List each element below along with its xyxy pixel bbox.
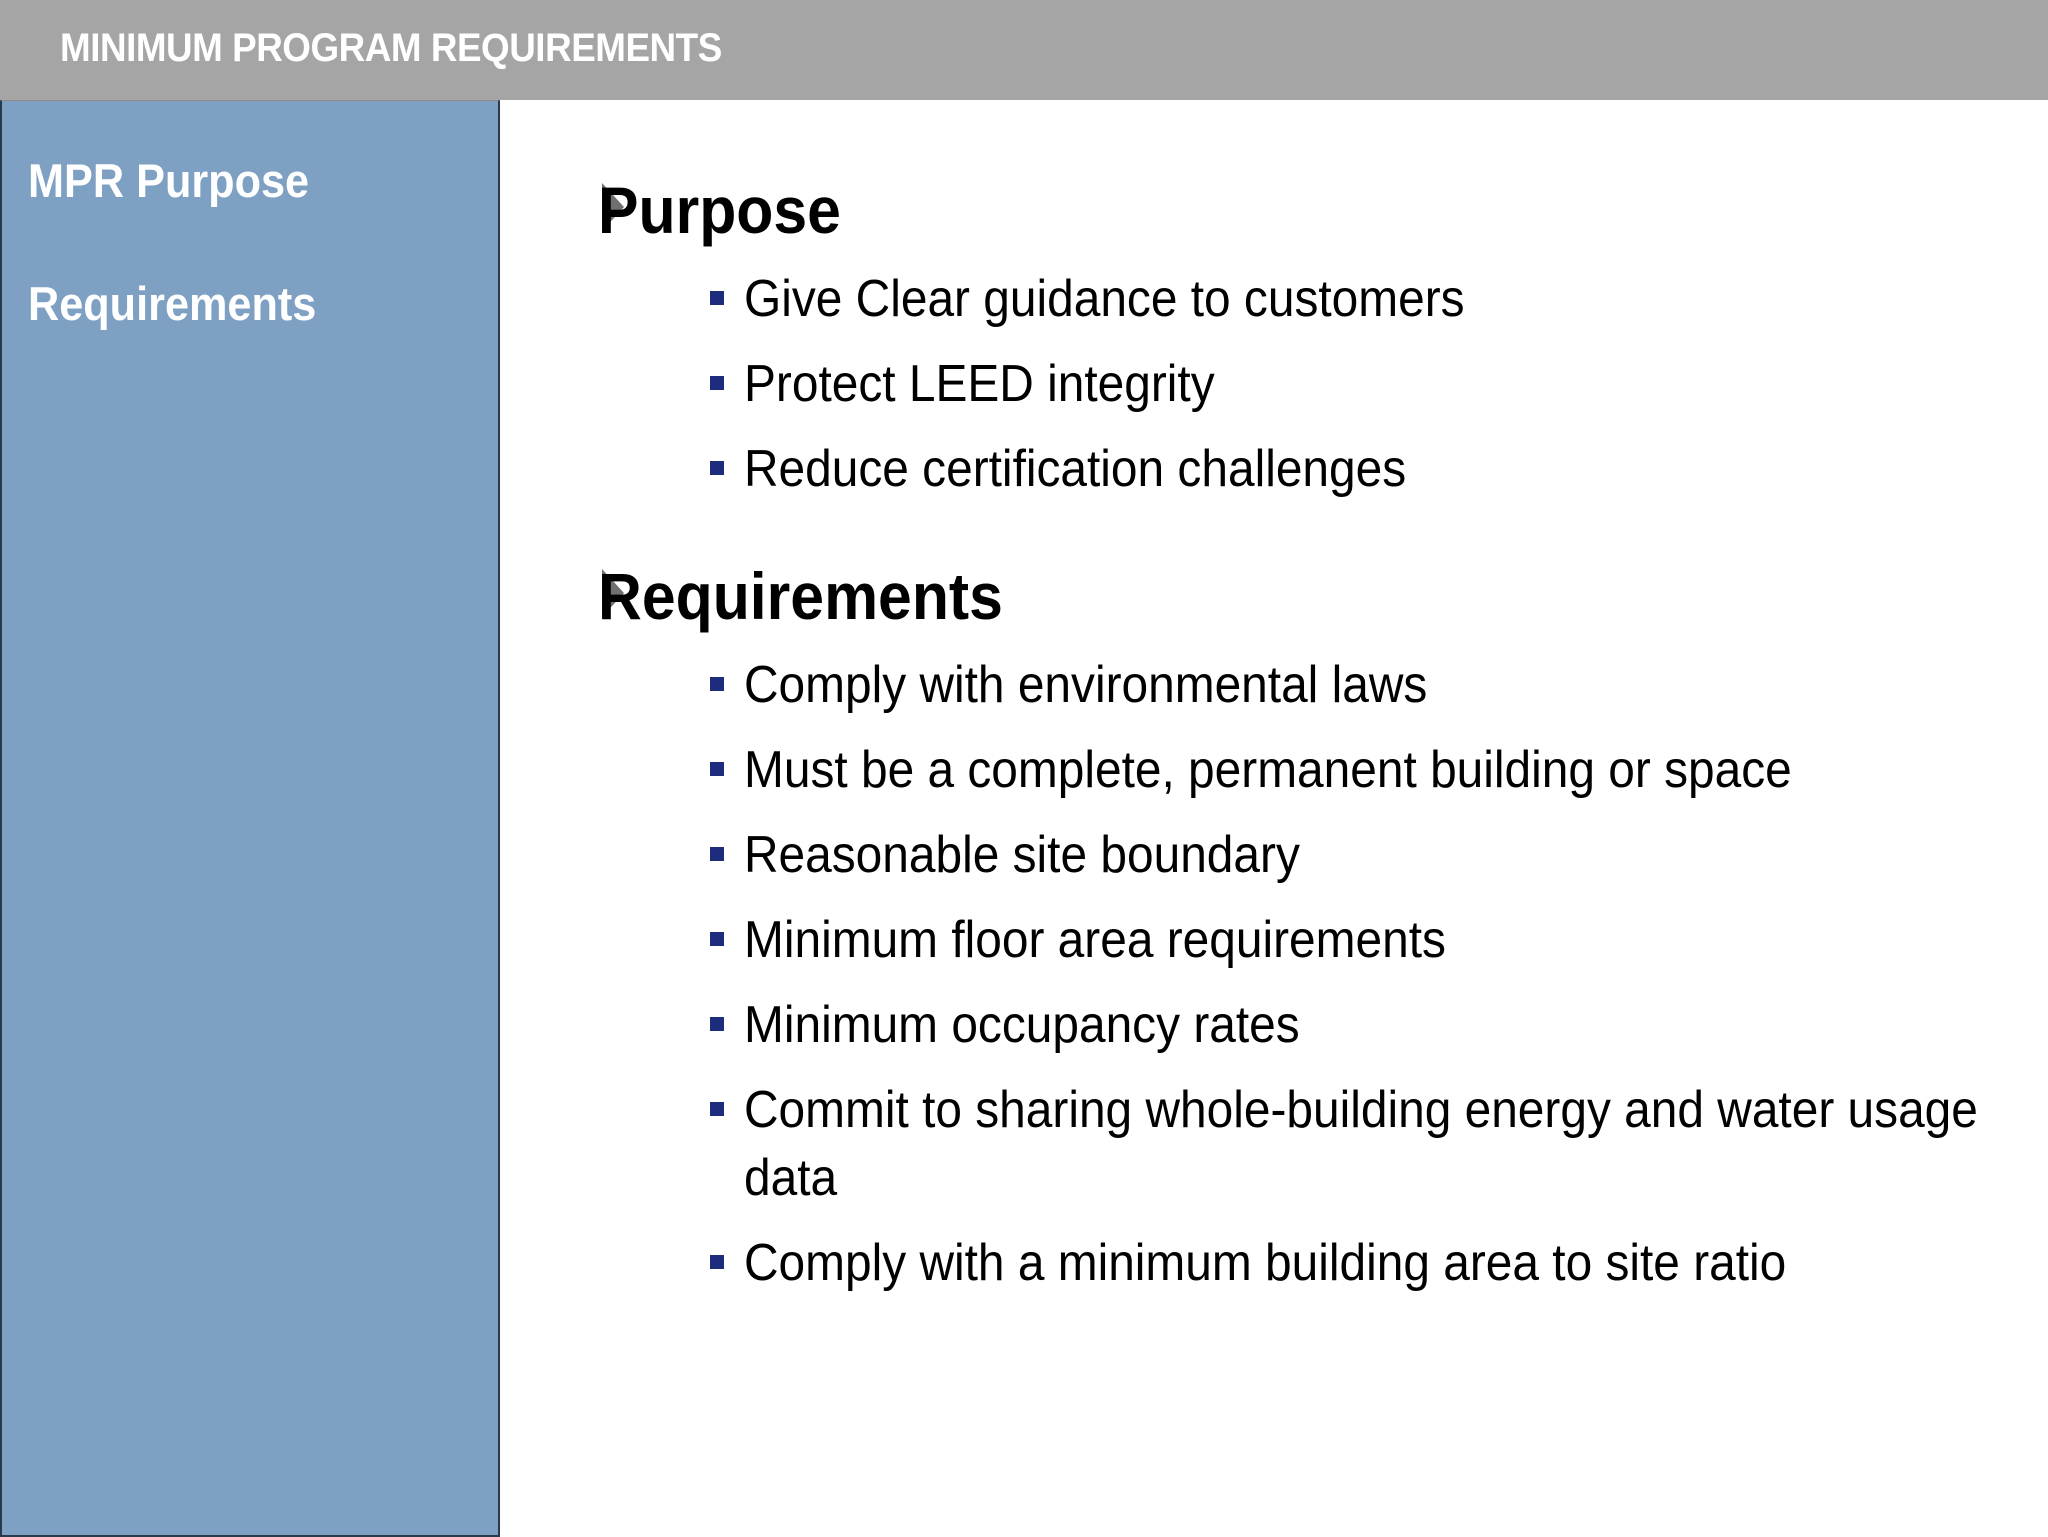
square-bullet-icon [710, 1102, 724, 1116]
list-item: Reasonable site boundary [744, 826, 1300, 884]
square-bullet-icon [710, 461, 724, 475]
square-bullet-icon [710, 847, 724, 861]
square-bullet-icon [710, 1255, 724, 1269]
square-bullet-icon [710, 762, 724, 776]
square-bullet-icon [710, 291, 724, 305]
sidebar-nav [0, 100, 500, 1537]
list-item: Must be a complete, permanent building or space [744, 741, 1792, 799]
section-heading-requirements: Requirements [598, 559, 1003, 633]
title-bar [0, 0, 2048, 100]
square-bullet-icon [710, 376, 724, 390]
square-bullet-icon [710, 677, 724, 691]
content-area [500, 100, 2048, 1536]
list-item: Comply with a minimum building area to site ratio [744, 1234, 1787, 1292]
list-item: Reduce certification challenges [744, 440, 1407, 498]
list-item: Commit to sharing whole-building energy and water usage data [744, 1081, 1978, 1207]
list-item: Minimum floor area requirements [744, 911, 1446, 969]
sidebar-item-requirements[interactable]: Requirements [28, 277, 317, 330]
square-bullet-icon [710, 1017, 724, 1031]
list-item: Give Clear guidance to customers [744, 270, 1465, 328]
slide-title: MINIMUM PROGRAM REQUIREMENTS [60, 26, 722, 70]
list-item: Minimum occupancy rates [744, 996, 1300, 1054]
section-heading-purpose: Purpose [598, 173, 841, 247]
list-item: Comply with environmental laws [744, 656, 1428, 714]
sidebar-item-mpr-purpose[interactable]: MPR Purpose [28, 154, 310, 207]
list-item: Protect LEED integrity [744, 355, 1215, 413]
square-bullet-icon [710, 932, 724, 946]
